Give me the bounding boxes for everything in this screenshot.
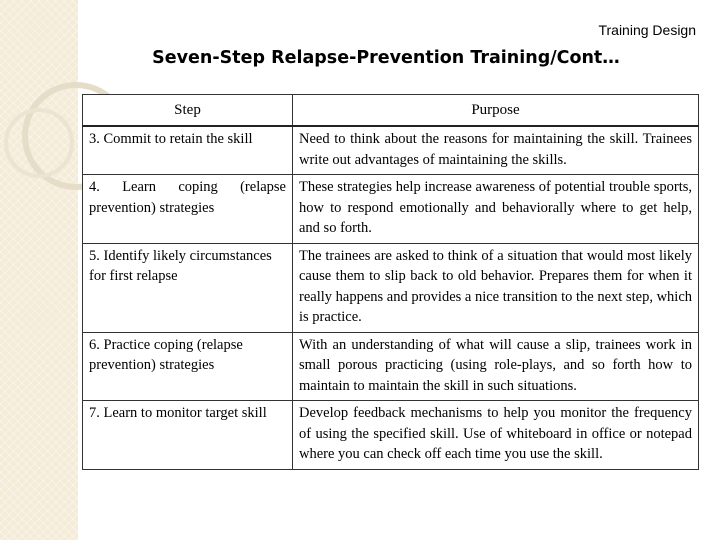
table-row	[83, 126, 699, 175]
table-row	[83, 175, 699, 244]
purpose-cell: Develop feedback mechanisms to help you monitor the frequency of using the specified skill. Use of whiteboard in office or notepad where you can check off each time you use the skill.	[293, 401, 699, 470]
step-cell: 6. Practice coping (relapse prevention) strategies	[83, 332, 293, 401]
step-cell: 7. Learn to monitor target skill	[83, 401, 293, 470]
purpose-cell: These strategies help increase awareness of potential trouble sports, how to respond emotionally and behaviorally where to get help, and so forth.	[293, 175, 699, 244]
step-cell: 4. Learn coping (relapse prevention) strategies	[83, 175, 293, 244]
step-cell: 3. Commit to retain the skill	[83, 126, 293, 175]
slide-title: Seven-Step Relapse-Prevention Training/Cont…	[152, 48, 620, 68]
purpose-cell: The trainees are asked to think of a situation that would most likely cause them to slip back to old behavior. Prepares them for when it really happens and provides a nice transition to the next step, which is practice.	[293, 243, 699, 332]
column-header-purpose: Purpose	[293, 95, 699, 127]
purpose-cell: Need to think about the reasons for maintaining the skill. Trainees write out advantages of maintaining the skills.	[293, 126, 699, 175]
table-row	[83, 243, 699, 332]
table-row	[83, 401, 699, 470]
table-header-row	[83, 95, 699, 127]
steps-table	[82, 94, 699, 470]
column-header-step: Step	[83, 95, 293, 127]
section-label: Training Design	[598, 22, 696, 38]
decorative-side-strip	[0, 0, 78, 540]
step-cell: 5. Identify likely circumstances for first relapse	[83, 243, 293, 332]
purpose-cell: With an understanding of what will cause a slip, trainees work in small porous practicing (using role-plays, and so forth how to maintain to maintain the skill in such situations.	[293, 332, 699, 401]
decorative-ring	[4, 108, 74, 178]
table-row	[83, 332, 699, 401]
